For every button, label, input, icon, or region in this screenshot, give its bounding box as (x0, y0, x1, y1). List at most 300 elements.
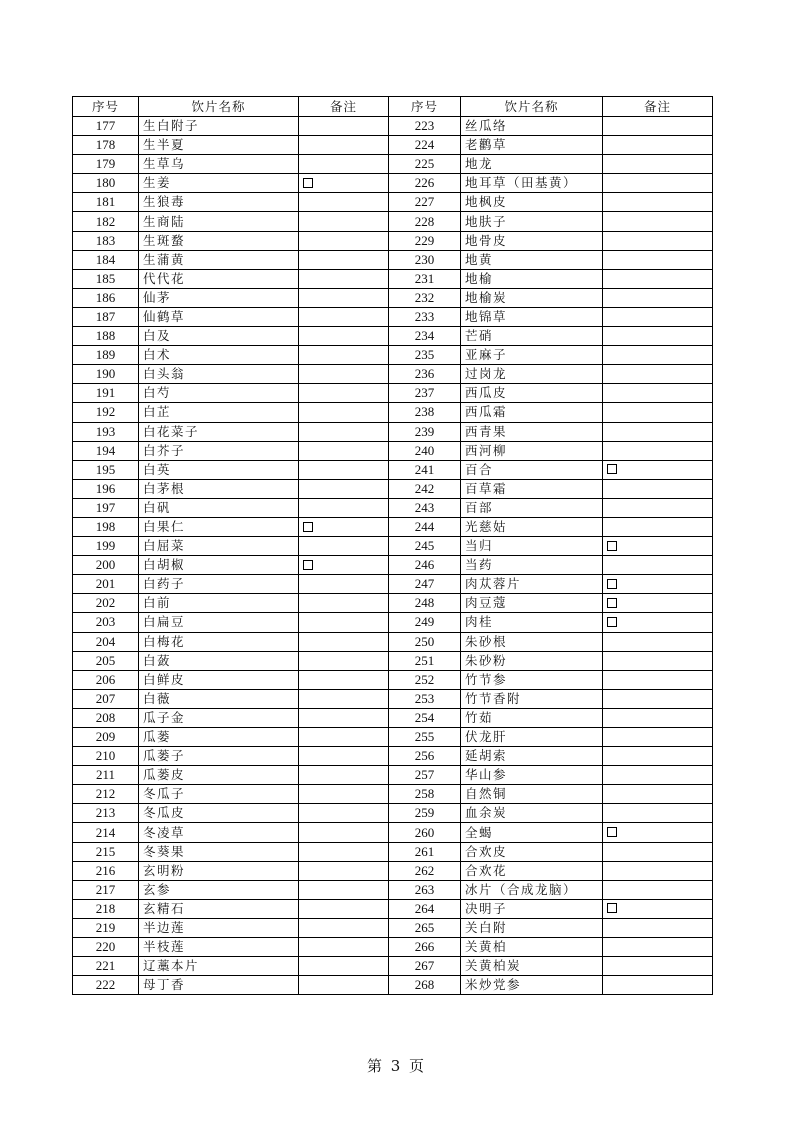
serial-number-left: 205 (73, 651, 139, 670)
herb-name-right: 西青果 (461, 422, 603, 441)
herb-name-left: 白头翁 (139, 365, 299, 384)
serial-number-right: 232 (389, 288, 461, 307)
table-row (73, 899, 713, 918)
herb-name-right: 米炒党参 (461, 976, 603, 995)
serial-number-right: 238 (389, 403, 461, 422)
herb-name-right: 肉桂 (461, 613, 603, 632)
remark-cell-right (603, 517, 713, 536)
remark-cell-right (603, 785, 713, 804)
herb-name-left: 白蔹 (139, 651, 299, 670)
serial-number-right: 237 (389, 384, 461, 403)
serial-number-left: 222 (73, 976, 139, 995)
serial-number-right: 253 (389, 689, 461, 708)
serial-number-right: 240 (389, 441, 461, 460)
table-row (73, 250, 713, 269)
herb-name-left: 白芥子 (139, 441, 299, 460)
herb-name-left: 白术 (139, 346, 299, 365)
serial-number-right: 249 (389, 613, 461, 632)
remark-cell-right (603, 365, 713, 384)
herb-name-left: 生斑蝥 (139, 231, 299, 250)
serial-number-right: 243 (389, 498, 461, 517)
remark-cell-left (299, 517, 389, 536)
herb-name-right: 地肤子 (461, 212, 603, 231)
serial-number-left: 187 (73, 307, 139, 326)
herb-name-left: 玄明粉 (139, 861, 299, 880)
serial-number-left: 211 (73, 766, 139, 785)
herb-name-right: 地枫皮 (461, 193, 603, 212)
herb-name-left: 生蒲黄 (139, 250, 299, 269)
table-row (73, 938, 713, 957)
herb-name-left: 仙茅 (139, 288, 299, 307)
page-number: 第 3 页 (366, 1057, 427, 1075)
remark-cell-right (603, 594, 713, 613)
remark-cell-left (299, 365, 389, 384)
remark-cell-right (603, 957, 713, 976)
serial-number-left: 185 (73, 269, 139, 288)
serial-number-right: 261 (389, 842, 461, 861)
herb-name-left: 生白附子 (139, 117, 299, 136)
serial-number-left: 181 (73, 193, 139, 212)
table-row (73, 880, 713, 899)
checkbox-icon (607, 541, 617, 551)
serial-number-right: 242 (389, 479, 461, 498)
serial-number-left: 199 (73, 537, 139, 556)
table-row (73, 384, 713, 403)
remark-cell-right (603, 708, 713, 727)
serial-number-right: 224 (389, 136, 461, 155)
remark-cell-left (299, 193, 389, 212)
serial-number-right: 234 (389, 327, 461, 346)
serial-number-right: 229 (389, 231, 461, 250)
herb-name-left: 代代花 (139, 269, 299, 288)
herb-name-right: 地榆炭 (461, 288, 603, 307)
remark-cell-right (603, 728, 713, 747)
remark-cell-right (603, 861, 713, 880)
serial-number-right: 236 (389, 365, 461, 384)
serial-number-left: 192 (73, 403, 139, 422)
herb-name-left: 生草乌 (139, 155, 299, 174)
serial-number-left: 194 (73, 441, 139, 460)
table-row (73, 136, 713, 155)
remark-cell-left (299, 346, 389, 365)
herb-name-left: 半枝莲 (139, 938, 299, 957)
herb-name-left: 生姜 (139, 174, 299, 193)
table-row (73, 861, 713, 880)
table-row (73, 804, 713, 823)
herb-name-left: 白芷 (139, 403, 299, 422)
serial-number-right: 248 (389, 594, 461, 613)
herb-name-right: 过岗龙 (461, 365, 603, 384)
herb-name-right: 光慈姑 (461, 517, 603, 536)
remark-cell-right (603, 670, 713, 689)
table-row (73, 517, 713, 536)
serial-number-right: 235 (389, 346, 461, 365)
serial-number-left: 178 (73, 136, 139, 155)
herb-name-left: 瓜蒌皮 (139, 766, 299, 785)
serial-number-left: 209 (73, 728, 139, 747)
herb-name-right: 合欢花 (461, 861, 603, 880)
serial-number-right: 255 (389, 728, 461, 747)
table-row (73, 212, 713, 231)
serial-number-left: 204 (73, 632, 139, 651)
serial-number-left: 220 (73, 938, 139, 957)
table-row (73, 918, 713, 937)
remark-cell-left (299, 747, 389, 766)
remark-cell-right (603, 938, 713, 957)
remark-cell-right (603, 689, 713, 708)
serial-number-right: 259 (389, 804, 461, 823)
herb-name-right: 西瓜皮 (461, 384, 603, 403)
serial-number-left: 212 (73, 785, 139, 804)
herb-name-right: 亚麻子 (461, 346, 603, 365)
remark-cell-left (299, 288, 389, 307)
serial-number-right: 258 (389, 785, 461, 804)
table-row (73, 613, 713, 632)
serial-number-right: 266 (389, 938, 461, 957)
herb-name-left: 生狼毒 (139, 193, 299, 212)
remark-cell-left (299, 804, 389, 823)
herb-name-right: 百草霜 (461, 479, 603, 498)
serial-number-right: 231 (389, 269, 461, 288)
remark-cell-left (299, 823, 389, 842)
remark-cell-left (299, 689, 389, 708)
remark-cell-left (299, 842, 389, 861)
table-row (73, 288, 713, 307)
remark-cell-right (603, 880, 713, 899)
remark-cell-right (603, 174, 713, 193)
remark-cell-left (299, 651, 389, 670)
herb-name-right: 冰片（合成龙脑） (461, 880, 603, 899)
remark-cell-right (603, 747, 713, 766)
table-row (73, 670, 713, 689)
table-row (73, 747, 713, 766)
remark-cell-left (299, 766, 389, 785)
remark-cell-right (603, 632, 713, 651)
serial-number-right: 264 (389, 899, 461, 918)
serial-number-right: 263 (389, 880, 461, 899)
remark-cell-right (603, 842, 713, 861)
serial-number-left: 215 (73, 842, 139, 861)
serial-number-right: 256 (389, 747, 461, 766)
remark-cell-left (299, 136, 389, 155)
remark-cell-right (603, 346, 713, 365)
remark-cell-left (299, 384, 389, 403)
serial-number-right: 252 (389, 670, 461, 689)
checkbox-icon (607, 617, 617, 627)
remark-cell-left (299, 594, 389, 613)
remark-cell-left (299, 269, 389, 288)
herb-name-left: 冬瓜子 (139, 785, 299, 804)
remark-cell-right (603, 575, 713, 594)
remark-cell-right (603, 269, 713, 288)
herb-name-right: 当药 (461, 556, 603, 575)
checkbox-icon (607, 464, 617, 474)
serial-number-left: 183 (73, 231, 139, 250)
table-row (73, 174, 713, 193)
herb-name-left: 玄参 (139, 880, 299, 899)
herb-name-right: 竹节参 (461, 670, 603, 689)
remark-cell-right (603, 193, 713, 212)
herb-name-right: 关白附 (461, 918, 603, 937)
remark-cell-left (299, 918, 389, 937)
herb-name-right: 西河柳 (461, 441, 603, 460)
remark-cell-right (603, 307, 713, 326)
serial-number-right: 246 (389, 556, 461, 575)
serial-number-right: 223 (389, 117, 461, 136)
table-row (73, 193, 713, 212)
remark-cell-right (603, 613, 713, 632)
remark-cell-left (299, 613, 389, 632)
serial-number-right: 227 (389, 193, 461, 212)
remark-cell-right (603, 976, 713, 995)
serial-number-left: 186 (73, 288, 139, 307)
remark-cell-left (299, 556, 389, 575)
serial-number-left: 196 (73, 479, 139, 498)
herb-name-right: 百部 (461, 498, 603, 517)
remark-cell-right (603, 918, 713, 937)
table-row (73, 307, 713, 326)
header-serial-left: 序号 (73, 97, 139, 117)
herb-name-right: 当归 (461, 537, 603, 556)
table-row (73, 441, 713, 460)
serial-number-left: 218 (73, 899, 139, 918)
remark-cell-left (299, 957, 389, 976)
serial-number-left: 201 (73, 575, 139, 594)
remark-cell-right (603, 212, 713, 231)
herb-name-left: 母丁香 (139, 976, 299, 995)
serial-number-left: 193 (73, 422, 139, 441)
serial-number-left: 191 (73, 384, 139, 403)
herb-name-right: 竹茹 (461, 708, 603, 727)
herb-name-left: 白胡椒 (139, 556, 299, 575)
herb-name-right: 芒硝 (461, 327, 603, 346)
serial-number-right: 262 (389, 861, 461, 880)
herb-name-left: 生商陆 (139, 212, 299, 231)
herb-name-left: 玄精石 (139, 899, 299, 918)
herb-name-right: 伏龙肝 (461, 728, 603, 747)
herb-name-right: 延胡索 (461, 747, 603, 766)
herb-name-left: 白梅花 (139, 632, 299, 651)
serial-number-right: 254 (389, 708, 461, 727)
checkbox-icon (607, 903, 617, 913)
serial-number-left: 179 (73, 155, 139, 174)
remark-cell-left (299, 231, 389, 250)
table-row (73, 708, 713, 727)
serial-number-left: 208 (73, 708, 139, 727)
serial-number-left: 197 (73, 498, 139, 517)
herb-name-right: 地锦草 (461, 307, 603, 326)
serial-number-right: 250 (389, 632, 461, 651)
herb-name-right: 竹节香附 (461, 689, 603, 708)
herb-name-right: 地龙 (461, 155, 603, 174)
herb-name-left: 白茅根 (139, 479, 299, 498)
herb-name-right: 西瓜霜 (461, 403, 603, 422)
serial-number-left: 198 (73, 517, 139, 536)
herb-name-left: 半边莲 (139, 918, 299, 937)
serial-number-right: 226 (389, 174, 461, 193)
table-row (73, 556, 713, 575)
remark-cell-right (603, 231, 713, 250)
serial-number-left: 206 (73, 670, 139, 689)
serial-number-left: 195 (73, 460, 139, 479)
herb-name-right: 肉豆蔻 (461, 594, 603, 613)
table-row (73, 403, 713, 422)
table-row (73, 689, 713, 708)
table-row (73, 785, 713, 804)
remark-cell-right (603, 250, 713, 269)
remark-cell-right (603, 155, 713, 174)
remark-cell-left (299, 117, 389, 136)
serial-number-left: 219 (73, 918, 139, 937)
herb-name-left: 仙鹤草 (139, 307, 299, 326)
herb-name-left: 冬瓜皮 (139, 804, 299, 823)
herb-name-left: 白矾 (139, 498, 299, 517)
herb-name-right: 全蝎 (461, 823, 603, 842)
table-row (73, 365, 713, 384)
herb-name-right: 地耳草（田基黄） (461, 174, 603, 193)
herb-name-left: 瓜蒌子 (139, 747, 299, 766)
serial-number-right: 267 (389, 957, 461, 976)
remark-cell-right (603, 136, 713, 155)
remark-cell-left (299, 327, 389, 346)
herb-name-right: 决明子 (461, 899, 603, 918)
header-serial-right: 序号 (389, 97, 461, 117)
herb-name-right: 关黄柏 (461, 938, 603, 957)
table-row (73, 460, 713, 479)
remark-cell-left (299, 212, 389, 231)
herb-name-left: 冬凌草 (139, 823, 299, 842)
table-row (73, 842, 713, 861)
herb-name-right: 丝瓜络 (461, 117, 603, 136)
serial-number-left: 207 (73, 689, 139, 708)
serial-number-right: 239 (389, 422, 461, 441)
herb-name-left: 瓜子金 (139, 708, 299, 727)
serial-number-right: 268 (389, 976, 461, 995)
serial-number-right: 233 (389, 307, 461, 326)
remark-cell-right (603, 556, 713, 575)
remark-cell-left (299, 403, 389, 422)
serial-number-left: 180 (73, 174, 139, 193)
herb-name-left: 白扁豆 (139, 613, 299, 632)
remark-cell-right (603, 651, 713, 670)
remark-cell-left (299, 441, 389, 460)
herb-name-left: 辽藁本片 (139, 957, 299, 976)
table-row (73, 957, 713, 976)
table-row (73, 231, 713, 250)
checkbox-icon (303, 178, 313, 188)
table-row (73, 575, 713, 594)
table-row (73, 823, 713, 842)
herbal-pieces-table (72, 96, 713, 995)
remark-cell-right (603, 460, 713, 479)
checkbox-icon (607, 598, 617, 608)
serial-number-right: 241 (389, 460, 461, 479)
table-row (73, 728, 713, 747)
serial-number-right: 244 (389, 517, 461, 536)
table-row (73, 498, 713, 517)
checkbox-icon (303, 560, 313, 570)
remark-cell-right (603, 498, 713, 517)
herb-name-left: 生半夏 (139, 136, 299, 155)
remark-cell-right (603, 403, 713, 422)
serial-number-left: 202 (73, 594, 139, 613)
remark-cell-left (299, 861, 389, 880)
remark-cell-left (299, 307, 389, 326)
serial-number-left: 184 (73, 250, 139, 269)
header-remark-right: 备注 (603, 97, 713, 117)
remark-cell-left (299, 479, 389, 498)
serial-number-right: 225 (389, 155, 461, 174)
table-row (73, 155, 713, 174)
herb-name-right: 肉苁蓉片 (461, 575, 603, 594)
serial-number-left: 210 (73, 747, 139, 766)
serial-number-right: 247 (389, 575, 461, 594)
herb-name-left: 白果仁 (139, 517, 299, 536)
herb-name-left: 白鲜皮 (139, 670, 299, 689)
serial-number-right: 257 (389, 766, 461, 785)
table-row (73, 594, 713, 613)
remark-cell-left (299, 785, 389, 804)
serial-number-right: 230 (389, 250, 461, 269)
serial-number-left: 188 (73, 327, 139, 346)
remark-cell-left (299, 575, 389, 594)
remark-cell-left (299, 537, 389, 556)
remark-cell-left (299, 976, 389, 995)
serial-number-left: 182 (73, 212, 139, 231)
herb-name-left: 白芍 (139, 384, 299, 403)
herb-name-left: 白前 (139, 594, 299, 613)
herb-name-left: 白英 (139, 460, 299, 479)
serial-number-left: 200 (73, 556, 139, 575)
serial-number-left: 221 (73, 957, 139, 976)
remark-cell-right (603, 804, 713, 823)
checkbox-icon (303, 522, 313, 532)
remark-cell-left (299, 155, 389, 174)
header-name-left: 饮片名称 (139, 97, 299, 117)
table-row (73, 766, 713, 785)
remark-cell-right (603, 422, 713, 441)
remark-cell-left (299, 250, 389, 269)
serial-number-left: 216 (73, 861, 139, 880)
remark-cell-left (299, 728, 389, 747)
herb-name-right: 老鹳草 (461, 136, 603, 155)
serial-number-left: 189 (73, 346, 139, 365)
remark-cell-left (299, 708, 389, 727)
table-row (73, 537, 713, 556)
herb-name-right: 自然铜 (461, 785, 603, 804)
herb-name-left: 冬葵果 (139, 842, 299, 861)
remark-cell-left (299, 938, 389, 957)
herb-name-left: 白薇 (139, 689, 299, 708)
serial-number-left: 190 (73, 365, 139, 384)
serial-number-left: 213 (73, 804, 139, 823)
herb-name-right: 地榆 (461, 269, 603, 288)
serial-number-left: 214 (73, 823, 139, 842)
table-row (73, 327, 713, 346)
remark-cell-left (299, 174, 389, 193)
table-row (73, 479, 713, 498)
table-row (73, 117, 713, 136)
herb-name-right: 华山参 (461, 766, 603, 785)
header-name-right: 饮片名称 (461, 97, 603, 117)
herb-name-right: 朱砂粉 (461, 651, 603, 670)
herb-name-left: 白药子 (139, 575, 299, 594)
table-row (73, 346, 713, 365)
remark-cell-left (299, 498, 389, 517)
herb-name-right: 合欢皮 (461, 842, 603, 861)
serial-number-left: 203 (73, 613, 139, 632)
remark-cell-right (603, 441, 713, 460)
